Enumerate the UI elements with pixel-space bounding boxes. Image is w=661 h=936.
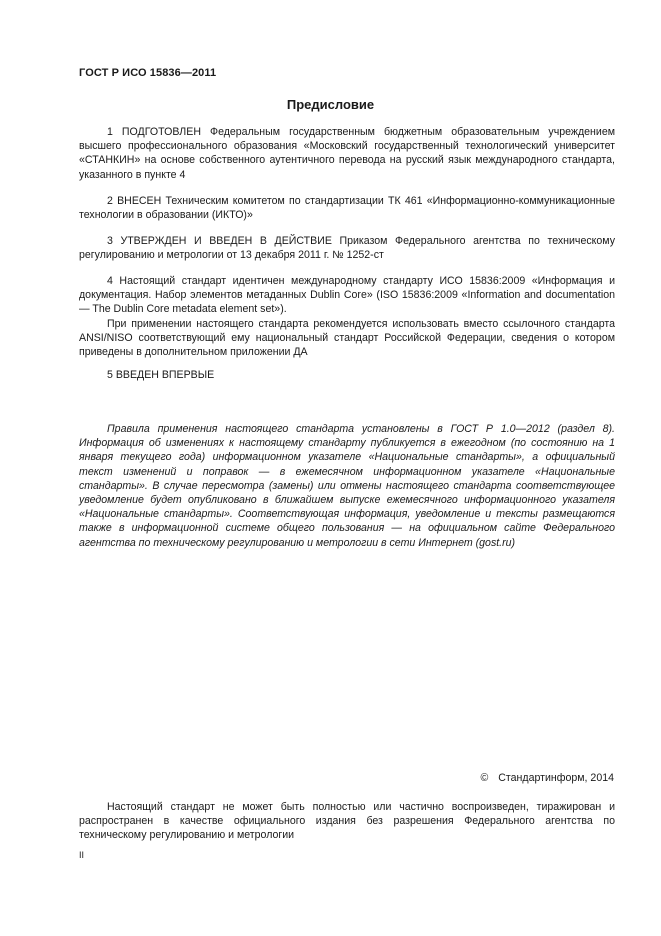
standard-code-header: ГОСТ Р ИСО 15836—2011 xyxy=(79,67,217,79)
item-3-text: 3 УТВЕРЖДЕН И ВВЕДЕН В ДЕЙСТВИЕ Приказом Федерального агентства по техническому регулированию и метрологии от 13 декабря 2011 г. № 1252-ст xyxy=(79,235,615,262)
page-number: II xyxy=(79,850,85,860)
reproduction-notice xyxy=(79,800,615,843)
item-4 xyxy=(79,274,615,359)
reproduction-notice-text: Настоящий стандарт не может быть полностью или частично воспроизведен, тиражирован и распространен в качестве официального издания без разрешения Федерального агентства по техническому регулированию и метрологии xyxy=(79,801,615,842)
application-rules-text: Правила применения настоящего стандарта установлены в ГОСТ Р 1.0—2012 (раздел 8). Информация об изменениях к настоящему стандарту публикуется в ежегодном (по состоянию на 1 января текущего года) информационном указателе «Национальные стандарты», а официальный текст изменений и поправок — в ежемесячном информационном указателе «Национальные стандарты». В случае пересмотра (замены) или отмены настоящего стандарта соответствующее уведомление будет опубликовано в ближайшем выпуске ежемесячного информационного указателя «Национальные стандарты». Соответствующая информация, уведомление и тексты размещаются также в информационной системе общего пользования — на официальном сайте Федерального агентства по техническому регулированию и метрологии в сети Интернет (gost.ru) xyxy=(79,423,615,549)
page-title: Предисловие xyxy=(286,97,375,112)
item-4-note: При применении настоящего стандарта рекомендуется использовать вместо ссылочного стандарта ANSI/NISO соответствующий ему национальный стандарт Российской Федерации, сведения о котором приведены в дополнительном приложении ДА xyxy=(79,317,615,359)
item-5 xyxy=(79,368,615,382)
copyright-holder: Стандартинформ, 2014 xyxy=(498,772,614,784)
item-2-text: 2 ВНЕСЕН Техническим комитетом по стандартизации ТК 461 «Информационно-коммуникационные технологии в образовании (ИКТО)» xyxy=(79,195,615,222)
item-5-text: 5 ВВЕДЕН ВПЕРВЫЕ xyxy=(107,369,215,381)
item-4-text: 4 Настоящий стандарт идентичен международному стандарту ИСО 15836:2009 «Информация и документация. Набор элементов метаданных Dublin Core» (ISO 15836:2009 «Information and documentation — The Dublin Core metadata element set»). xyxy=(79,275,615,316)
item-2 xyxy=(79,194,615,222)
application-rules-notice xyxy=(79,422,615,550)
item-3 xyxy=(79,234,615,262)
item-1 xyxy=(79,125,615,182)
copyright-symbol: © xyxy=(480,772,489,784)
copyright-line xyxy=(480,772,614,784)
item-1-text: 1 ПОДГОТОВЛЕН Федеральным государственным бюджетным образовательным учреждением высшего профессионального образования «Московский государственный технологический университет «СТАНКИН» на основе собственного аутентичного перевода на русский язык международного стандарта, указанного в пункте 4 xyxy=(79,126,615,181)
